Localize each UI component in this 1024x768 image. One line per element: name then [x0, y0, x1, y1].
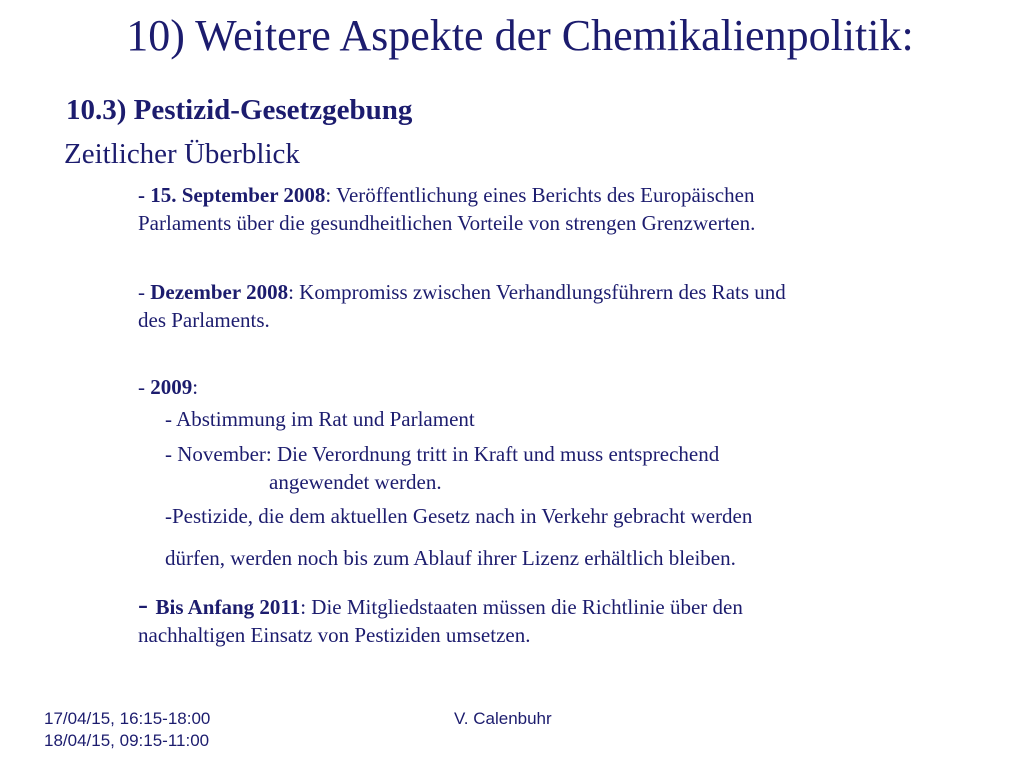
sub-item-november	[165, 440, 719, 496]
footer-date-1: 17/04/15, 16:15-18:00	[44, 709, 211, 728]
timeline-entry-2011	[138, 588, 743, 649]
sub-item-text: -Pestizide, die dem aktuellen Gesetz nach in Verkehr gebracht werden	[165, 504, 753, 528]
timeline-entry-2009	[138, 373, 198, 401]
sub-item-text: - November: Die Verordnung tritt in Kraft und muss entsprechend	[165, 442, 720, 466]
entry-text: : Kompromiss zwischen Verhandlungsführern des Rats und	[288, 280, 786, 304]
entry-date: Dezember 2008	[150, 280, 289, 304]
sub-item-pesticides	[165, 502, 752, 572]
footer-author: V. Calenbuhr	[454, 709, 552, 728]
sub-item-text-continued: angewendet werden.	[269, 470, 442, 494]
section-heading: 10.3) Pestizid-Gesetzgebung	[66, 94, 413, 126]
entry-text-continued: des Parlaments.	[138, 308, 270, 332]
entry-text-continued: Parlaments über die gesundheitlichen Vorteile von strengen Grenzwerten.	[138, 211, 756, 235]
timeline-entry-sept-2008	[138, 181, 755, 237]
overview-heading: Zeitlicher Überblick	[64, 138, 300, 170]
sub-item-text-continued: dürfen, werden noch bis zum Ablauf ihrer Lizenz erhältlich bleiben.	[165, 546, 736, 570]
entry-text: :	[192, 375, 199, 399]
entry-text: : Die Mitgliedstaaten müssen die Richtlinie über den	[300, 595, 743, 619]
entry-date: Bis Anfang 2011	[155, 595, 301, 619]
entry-dash: -	[138, 375, 151, 399]
entry-dash: -	[138, 588, 156, 621]
sub-item-text: - Abstimmung im Rat und Parlament	[165, 407, 475, 431]
sub-item-vote	[165, 405, 475, 433]
entry-text: : Veröffentlichung eines Berichts des Europäischen	[325, 183, 755, 207]
footer-dates	[44, 708, 210, 752]
slide-title: 10) Weitere Aspekte der Chemikalienpolitik:	[126, 11, 914, 60]
footer-date-2: 18/04/15, 09:15-11:00	[44, 731, 210, 750]
entry-date: - 15. September 2008	[138, 183, 326, 207]
timeline-entry-dec-2008	[138, 278, 786, 334]
entry-date: 2009	[150, 375, 193, 399]
entry-dash: -	[138, 280, 151, 304]
entry-text-continued: nachhaltigen Einsatz von Pestiziden umsetzen.	[138, 623, 531, 647]
